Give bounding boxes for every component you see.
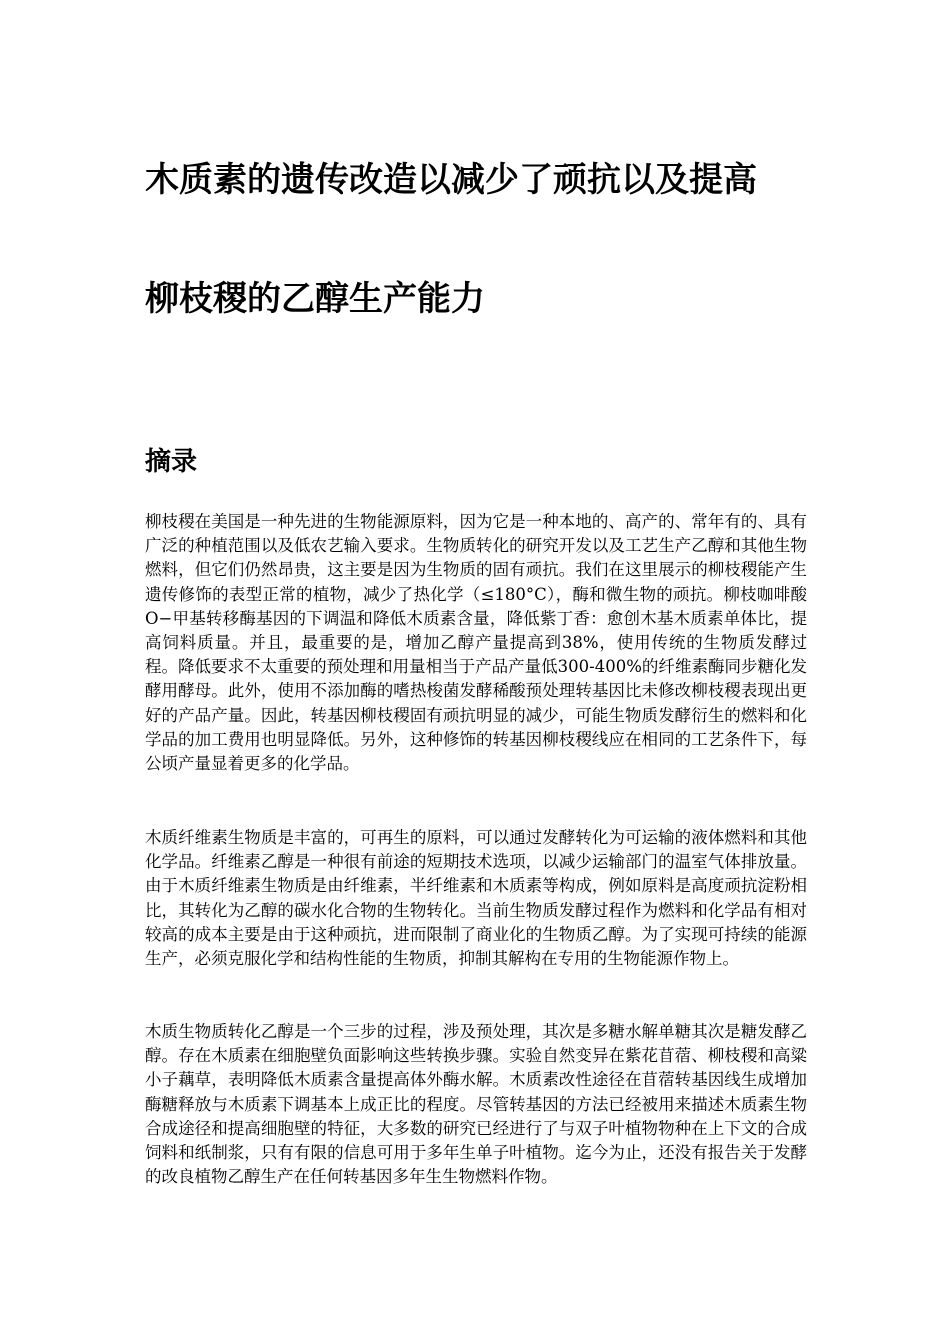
- document-title-line-1: 木质素的遗传改造以减少了顽抗以及提高: [145, 160, 757, 200]
- section-heading-abstract: 摘录: [145, 447, 198, 477]
- body-paragraph-3: 木质生物质转化乙醇是一个三步的过程，涉及预处理，其次是多糖水解单糖其次是糖发酵乙醇。存在木质素在细胞壁负面影响这些转换步骤。实验自然变异在紫花苜蓿、柳枝稷和高粱小子藕草，表明降低木质素含量提高体外酶水解。木质素改性途径在苜蓿转基因线生成增加酶糖释放与木质素下调基本上成正比的程度。尽管转基因的方法已经被用来描述木质素生物合成途径和提高细胞壁的特征，大多数的研究已经进行了与双子叶植物物种在上下文的合成饲料和纸制浆，只有有限的信息可用于多年生单子叶植物。迄今为止，还没有报告关于发酵的改良植物乙醇生产在任何转基因多年生生物燃料作物。: [145, 1022, 807, 1187]
- body-paragraph-2: 木质纤维素生物质是丰富的，可再生的原料，可以通过发酵转化为可运输的液体燃料和其他化学品。纤维素乙醇是一种很有前途的短期技术选项，以减少运输部门的温室气体排放量。由于木质纤维素生物质是由纤维素，半纤维素和木质素等构成，例如原料是高度顽抗淀粉相比，其转化为乙醇的碳水化合物的生物转化。当前生物质发酵过程作为燃料和化学品有相对较高的成本主要是由于这种顽抗，进而限制了商业化的生物质乙醇。为了实现可持续的能源生产，必须克服化学和结构性能的生物质，抑制其解构在专用的生物能源作物上。: [145, 828, 807, 969]
- document-title-line-2: 柳枝稷的乙醇生产能力: [145, 279, 485, 319]
- abstract-paragraph-1: 柳枝稷在美国是一种先进的生物能源原料，因为它是一种本地的、高产的、常年有的、具有广泛的种植范围以及低农艺输入要求。生物质转化的研究开发以及工艺生产乙醇和其他生物燃料，但它们仍然昂贵，这主要是因为生物质的固有顽抗。我们在这里展示的柳枝稷能产生遗传修饰的表型正常的植物，减少了热化学（≤180°C），酶和微生物的顽抗。柳枝咖啡酸O−甲基转移酶基因的下调温和降低木质素含量，降低紫丁香：愈创木基木质素单体比，提高饲料质量。并且，最重要的是，增加乙醇产量提高到38%，使用传统的生物质发酵过程。降低要求不太重要的预处理和用量相当于产品产量低300-400%的纤维素酶同步糖化发酵用酵母。此外，使用不添加酶的嗜热梭菌发酵稀酸预处理转基因比未修改柳枝稷表现出更好的产品产量。因此，转基因柳枝稷固有顽抗明显的减少，可能生物质发酵衍生的燃料和化学品的加工费用也明显降低。另外，这种修饰的转基因柳枝稷线应在相同的工艺条件下，每公顷产量显着更多的化学品。: [145, 512, 807, 774]
